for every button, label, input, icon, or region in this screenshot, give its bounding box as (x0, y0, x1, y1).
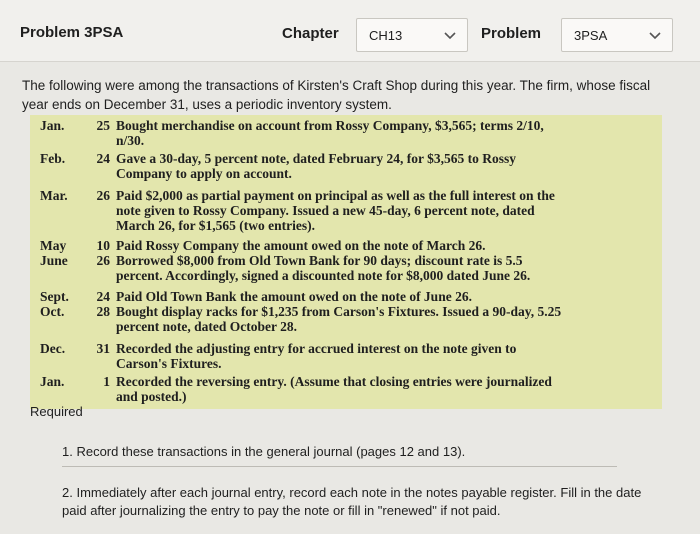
transaction-row (40, 253, 670, 283)
required-label: Required (30, 404, 83, 419)
requirement-item: 2. Immediately after each journal entry, record each note in the notes payable register. Fill in the date paid after journalizing the entry to pay the note or fill in "renewed" if not paid. (62, 485, 642, 518)
transaction-description-line: n/30. (116, 133, 145, 148)
transaction-row (40, 304, 670, 334)
transaction-row (40, 374, 670, 404)
problem-intro: The following were among the transactions of Kirsten's Craft Shop during this year. The firm, whose fiscal year ends on December 31, uses a periodic inventory system. (22, 78, 651, 112)
transaction-description-line: percent note, dated October 28. (116, 319, 297, 334)
transaction-month: Mar. (40, 188, 68, 203)
transaction-month: Oct. (40, 304, 65, 319)
divider (62, 466, 617, 467)
transaction-description-line: Bought merchandise on account from Rossy Company, $3,565; terms 2/10, (116, 118, 544, 133)
transaction-month: Jan. (40, 374, 65, 389)
transaction-description-line: Bought display racks for $1,235 from Carson's Fixtures. Issued a 90-day, 5.25 (116, 304, 562, 319)
problem-select-value: 3PSA (574, 28, 608, 43)
chevron-down-icon (443, 29, 457, 43)
transaction-description-line: percent. Accordingly, signed a discounted note for $8,000 dated June 26. (116, 268, 531, 283)
transaction-day: 26 (96, 253, 110, 268)
transaction-month: Jan. (40, 118, 65, 133)
transaction-row (40, 188, 670, 233)
problem-header (0, 0, 700, 62)
transaction-row (40, 341, 670, 371)
transaction-description-line: Carson's Fixtures. (116, 356, 222, 371)
chapter-select[interactable] (356, 18, 468, 52)
transaction-description-line: Recorded the reversing entry. (Assume that closing entries were journalized (116, 374, 552, 389)
transaction-description (116, 374, 656, 404)
transaction-row (40, 238, 670, 253)
transaction-description (116, 188, 656, 233)
transaction-month: June (40, 253, 68, 268)
transaction-row (40, 118, 670, 148)
transaction-description (116, 304, 656, 334)
transaction-day: 28 (96, 304, 110, 319)
chapter-label: Chapter (282, 25, 339, 42)
transaction-row (40, 151, 670, 181)
transaction-month: Sept. (40, 289, 69, 304)
transaction-day: 1 (103, 374, 110, 389)
transaction-month: Dec. (40, 341, 66, 356)
transaction-description (116, 118, 656, 148)
transaction-day: 10 (96, 238, 110, 253)
transaction-description-line: and posted.) (116, 389, 187, 404)
chevron-down-icon (648, 29, 662, 43)
transaction-month: May (40, 238, 67, 253)
transaction-month: Feb. (40, 151, 66, 166)
transaction-description (116, 151, 656, 181)
transaction-day: 24 (96, 289, 110, 304)
requirement-item: 1. Record these transactions in the general journal (pages 12 and 13). (62, 444, 466, 459)
transaction-day: 31 (96, 341, 110, 356)
transaction-description-line: Company to apply on account. (116, 166, 292, 181)
problem-label: Problem (481, 25, 542, 42)
transaction-description (116, 341, 656, 371)
transaction-description-line: Recorded the adjusting entry for accrued interest on the note given to (116, 341, 517, 356)
problem-title: Problem 3PSA (20, 24, 124, 41)
transaction-description-line: Paid Old Town Bank the amount owed on the note of June 26. (116, 289, 472, 304)
transaction-description-line: Borrowed $8,000 from Old Town Bank for 90 days; discount rate is 5.5 (116, 253, 523, 268)
transaction-description-line: March 26, for $1,565 (two entries). (116, 218, 315, 233)
transaction-description-line: Gave a 30-day, 5 percent note, dated February 24, for $3,565 to Rossy (116, 151, 516, 166)
transaction-description-line: note given to Rossy Company. Issued a new 45-day, 6 percent note, dated (116, 203, 535, 218)
transaction-day: 25 (96, 118, 110, 133)
problem-select[interactable] (561, 18, 673, 52)
transaction-description (116, 253, 656, 283)
transaction-day: 26 (96, 188, 110, 203)
transaction-description-line: Paid $2,000 as partial payment on principal as well as the full interest on the (116, 188, 555, 203)
transaction-day: 24 (96, 151, 110, 166)
transaction-description-line: Paid Rossy Company the amount owed on the note of March 26. (116, 238, 486, 253)
transaction-description (116, 238, 656, 253)
chapter-select-value: CH13 (369, 28, 403, 43)
transaction-row (40, 289, 670, 304)
transaction-description (116, 289, 656, 304)
